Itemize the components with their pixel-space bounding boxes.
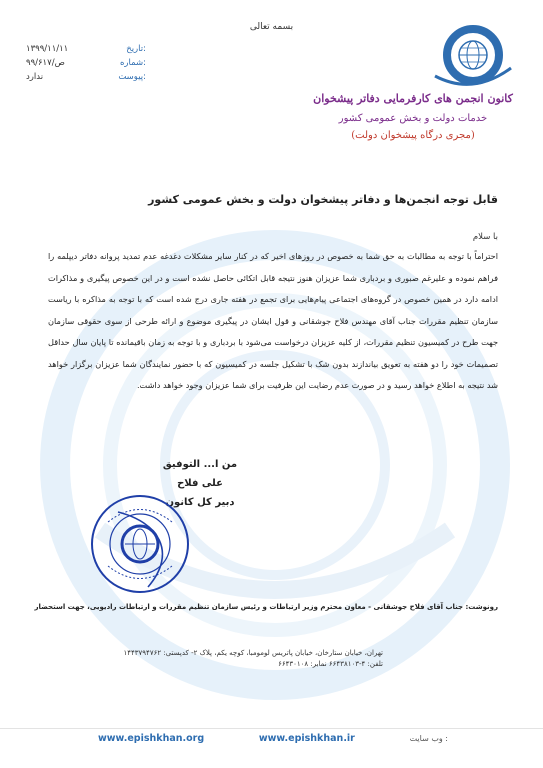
footer-divider bbox=[0, 728, 543, 729]
signer-title: دبیر کل کانون bbox=[165, 497, 235, 508]
org-line2: خدمات دولت و بخش عمومی کشور bbox=[338, 113, 488, 124]
date-value: ۱۳۹۹/۱۱/۱۱ bbox=[26, 44, 69, 54]
letter-meta bbox=[26, 42, 146, 84]
date-label: تاریخ: bbox=[126, 44, 146, 54]
closing: من ا... التوفیق bbox=[162, 459, 238, 470]
website-ir-link[interactable]: www.epishkhan.ir bbox=[258, 733, 355, 744]
attachment-value: ندارد bbox=[26, 72, 44, 82]
website-org-link[interactable]: www.epishkhan.org bbox=[98, 733, 205, 744]
meta-date bbox=[26, 42, 146, 56]
footer-address-block bbox=[83, 648, 383, 670]
footer-address: تهران، خیابان ستارخان، خیابان پاتریس لومومبا، کوچه یکم، پلاک ۲- کدپستی: ۱۴۴۳۷۹۴۷۶۲ bbox=[123, 649, 383, 657]
carbon-copy: رونوشت: جناب آقای فلاح جوشقانی - معاون محترم وزیر ارتباطات و رئیس سازمان تنظیم مقررات و ارتباطات رادیویی، جهت استحضار bbox=[34, 603, 498, 611]
letter-body: احتراماً با توجه به مطالبات به حق شما به خصوص در روزهای اخیر که در کنار سایر مشکلات دغدغه عدم تمدید پروانه دفاتر دیپلمه را فراهم نموده و علیرغم صبوری و بردباری شما عزیزان هنوز نتیجه قابل اتکائی حاصل نشده است و در این خصوص پیگیری و مذاکرات ادامه دارد در همین خصوص در گروه‌های اجتماعی پیام‌هایی برای تجمع در هفته جاری درج شده است که با توجه به مذاکره با ریاست سازمان تنظیم مقررات جناب آقای مهندس فلاح جوشقانی و قول ایشان در پیگیری موضوع و ارائه طرحی از سوی حقوقی سازمان جهت طرح در کمیسیون تنظیم مقررات، از کلیه عزیزان درخواست می‌شود با بردباری و با توجه به زمان باقیمانده تا پایان سال حداقل تصمیمات خود را دو هفته به تعویق بیاندازند بدون شک با تشکیل جلسه در کمیسیون که با حضور نمایندگان شما عزیزان برگزار خواهد شد نتیجه به اطلاع خواهد رسید و در صورت عدم رضایت این ظرفیت برای شما عزیزان وجود خواهد داشت. bbox=[48, 251, 498, 390]
letter-greeting: با سلام bbox=[472, 232, 498, 242]
letter-recipient: قابل توجه انجمن‌ها و دفاتر پیشخوان دولت و بخش عمومی کشور bbox=[148, 193, 498, 206]
organization-logo bbox=[365, 18, 515, 92]
footer-websites bbox=[98, 733, 448, 744]
meta-number bbox=[26, 56, 146, 70]
attachment-label: پیوست: bbox=[118, 72, 146, 82]
org-line3: (مجری درگاه پیشخوان دولت) bbox=[351, 130, 475, 141]
number-value: ۹۹/۶۱۷/ص bbox=[26, 58, 65, 68]
signer-name: علی فلاح bbox=[177, 478, 223, 489]
number-label: شماره: bbox=[119, 58, 146, 68]
organization-name bbox=[313, 92, 513, 141]
website-label: وب سایت : bbox=[409, 734, 448, 743]
org-line1: کانون انجمن های کارفرمایی دفاتر پیشخوان bbox=[313, 92, 513, 105]
footer-phone: تلفن: ۴-۶۶۴۳۸۱۰۳ نمابر: ۶۶۴۳۰۱۰۸ bbox=[278, 660, 383, 668]
bismillah: بسمه تعالی bbox=[249, 22, 294, 32]
official-stamp bbox=[88, 492, 193, 597]
meta-attachment bbox=[26, 70, 146, 84]
